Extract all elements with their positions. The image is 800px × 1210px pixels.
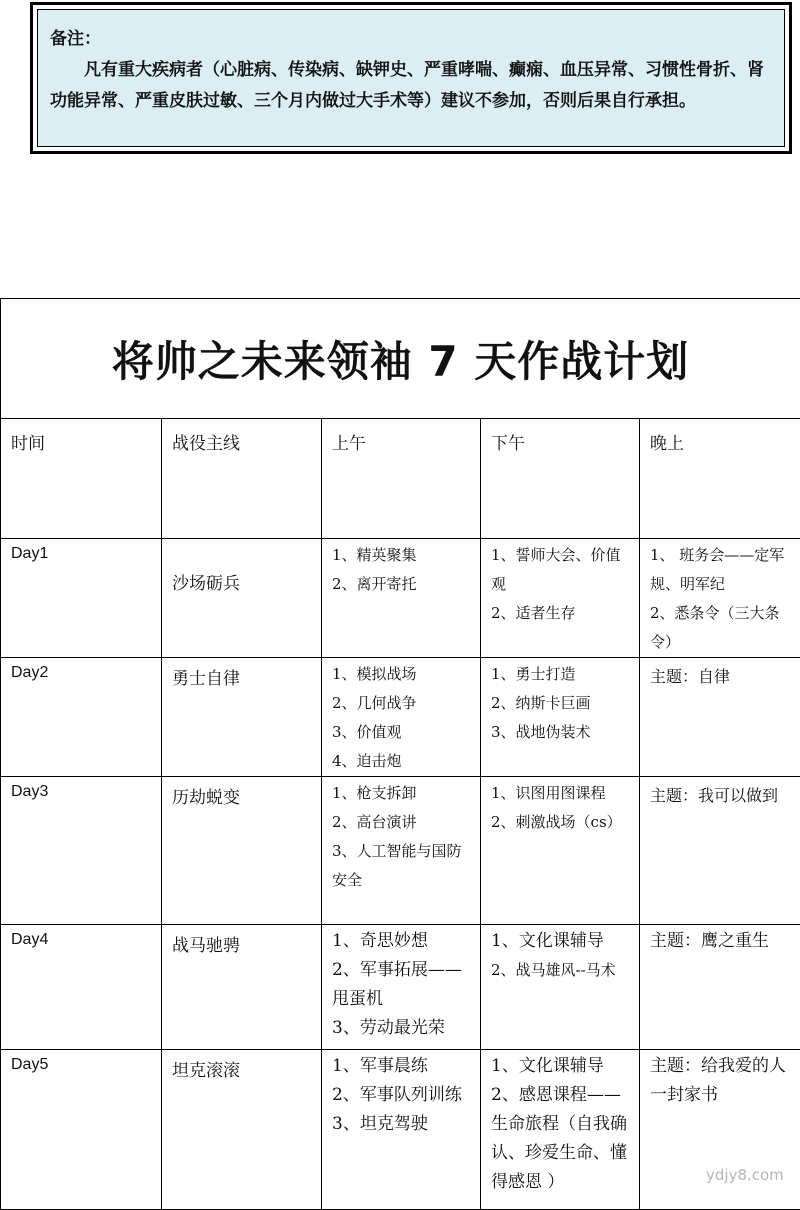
- evening-cell: 主题：自律: [640, 658, 800, 777]
- table-row: [1, 777, 800, 925]
- afternoon-cell: [481, 777, 640, 925]
- activity-item: 4、迫击炮: [332, 747, 472, 776]
- activity-item: 2、适者生存: [491, 599, 631, 628]
- morning-cell: [322, 777, 481, 925]
- afternoon-cell: [481, 1050, 640, 1210]
- day-label: Day2: [1, 658, 162, 777]
- activity-item: 1、勇士打造: [491, 660, 631, 689]
- header-time: 时间: [1, 419, 162, 539]
- notice-body: 凡有重大疾病者（心脏病、传染病、缺钾史、严重哮喘、癫痫、血压异常、习惯性骨折、肾功能异常、严重皮肤过敏、三个月内做过大手术等）建议不参加，否则后果自行承担。: [50, 55, 774, 117]
- notice-panel: [37, 9, 785, 147]
- afternoon-cell: [481, 658, 640, 777]
- activity-item: 2、离开寄托: [332, 570, 472, 599]
- activity-item: 3、人工智能与国防安全: [332, 837, 472, 895]
- table-row: [1, 658, 800, 777]
- day-label: Day5: [1, 1050, 162, 1210]
- activity-item: 2、军事队列训练: [332, 1081, 472, 1110]
- activity-item: 3、坦克驾驶: [332, 1110, 472, 1139]
- table-row: [1, 925, 800, 1050]
- activity-item: 1、奇思妙想: [332, 927, 472, 956]
- activity-item: 1、精英聚集: [332, 541, 472, 570]
- schedule-table: [0, 298, 800, 1210]
- afternoon-cell: [481, 539, 640, 658]
- activity-item: 1、文化课辅导: [491, 1052, 631, 1081]
- activity-item: 1、誓师大会、价值观: [491, 541, 631, 599]
- schedule-title: 将帅之未来领袖 7 天作战计划: [1, 299, 800, 419]
- morning-cell: [322, 925, 481, 1050]
- activity-item: 2、感恩课程——生命旅程（自我确认、珍爱生命、懂得感恩 ）: [491, 1081, 631, 1197]
- activity-item: 2、纳斯卡巨画: [491, 689, 631, 718]
- activity-item: 1、模拟战场: [332, 660, 472, 689]
- day-theme: 坦克滚滚: [162, 1050, 322, 1210]
- activity-item: 3、战地伪装术: [491, 718, 631, 747]
- table-row: [1, 1050, 800, 1210]
- activity-item: 3、价值观: [332, 718, 472, 747]
- header-morning: 上午: [322, 419, 481, 539]
- header-row: [1, 419, 800, 539]
- evening-cell: 主题：鹰之重生: [640, 925, 800, 1050]
- morning-cell: [322, 539, 481, 658]
- notice-title: 备注：: [50, 24, 774, 55]
- day-label: Day4: [1, 925, 162, 1050]
- day-theme: 勇士自律: [162, 658, 322, 777]
- header-theme: 战役主线: [162, 419, 322, 539]
- activity-item: 1、军事晨练: [332, 1052, 472, 1081]
- afternoon-cell: [481, 925, 640, 1050]
- activity-item: 2、几何战争: [332, 689, 472, 718]
- watermark-text: ydjy8.com: [706, 1166, 784, 1184]
- activity-item: 2、高台演讲: [332, 808, 472, 837]
- activity-item: 1、 班务会——定军规、明军纪: [650, 541, 792, 599]
- day-theme: 沙场砺兵: [162, 539, 322, 658]
- activity-item: 1、识图用图课程: [491, 779, 631, 808]
- evening-cell: [640, 539, 800, 658]
- header-evening: 晚上: [640, 419, 800, 539]
- activity-item: 2、战马雄风--马术: [491, 956, 631, 985]
- activity-item: 1、文化课辅导: [491, 927, 631, 956]
- evening-cell: 主题：给我爱的人一封家书: [640, 1050, 800, 1210]
- header-afternoon: 下午: [481, 419, 640, 539]
- activity-item: 2、军事拓展——甩蛋机: [332, 956, 472, 1014]
- activity-item: 2、刺激战场（cs）: [491, 808, 631, 837]
- morning-cell: [322, 1050, 481, 1210]
- activity-item: 3、劳动最光荣: [332, 1014, 472, 1043]
- day-label: Day1: [1, 539, 162, 658]
- notice-box: [30, 2, 792, 154]
- activity-item: 1、枪支拆卸: [332, 779, 472, 808]
- day-theme: 战马驰骋: [162, 925, 322, 1050]
- morning-cell: [322, 658, 481, 777]
- evening-cell: 主题：我可以做到: [640, 777, 800, 925]
- day-label: Day3: [1, 777, 162, 925]
- table-row: [1, 539, 800, 658]
- activity-item: 2、悉条令（三大条令）: [650, 599, 792, 657]
- day-theme: 历劫蜕变: [162, 777, 322, 925]
